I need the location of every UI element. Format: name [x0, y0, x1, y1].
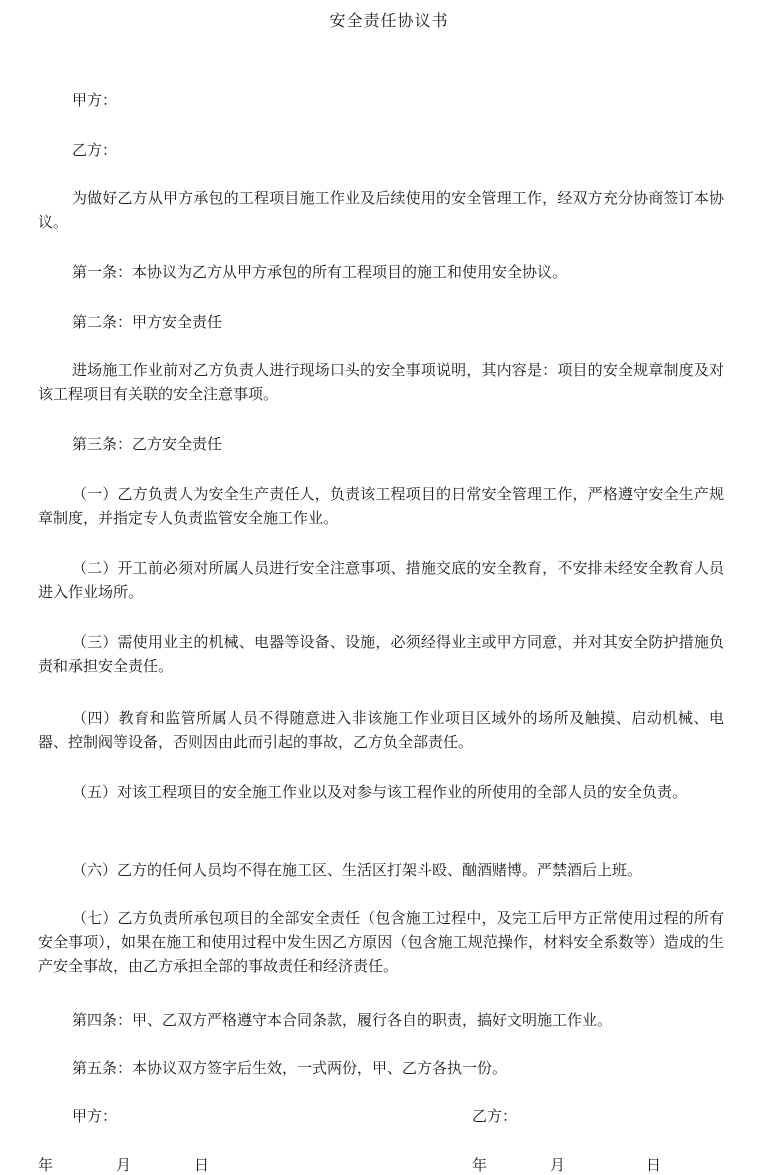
date-year-a: 年 — [38, 1156, 54, 1174]
date-day-b: 日 — [646, 1156, 662, 1174]
article-3-item-2: （二）开工前必须对所属人员进行安全注意事项、措施交底的安全教育，不安排未经安全教育人员进入作业场所。 — [38, 559, 724, 601]
article-3-item-1: （一）乙方负责人为安全生产责任人，负责该工程项目的日常安全管理工作，严格遵守安全生产规章制度，并指定专人负责监管安全施工作业。 — [38, 485, 724, 527]
article-1: 第一条：本协议为乙方从甲方承包的所有工程项目的施工和使用安全协议。 — [72, 263, 568, 281]
article-4: 第四条：甲、乙双方严格遵守本合同条款，履行各自的职责，搞好文明施工作业。 — [72, 1011, 613, 1029]
party-a-line: 甲方： — [72, 91, 118, 109]
article-2-body: 进场施工作业前对乙方负责人进行现场口头的安全事项说明，其内容是：项目的安全规章制度及对该工程项目有关联的安全注意事项。 — [38, 361, 724, 403]
document-title: 安全责任协议书 — [329, 11, 449, 30]
date-day-a: 日 — [194, 1156, 210, 1174]
date-month-b: 月 — [550, 1156, 566, 1174]
article-3-item-5: （五）对该工程项目的安全施工作业以及对参与该工程作业的所使用的全部人员的安全负责。 — [72, 783, 688, 801]
article-3-item-4: （四）教育和监管所属人员不得随意进入非该施工作业项目区域外的场所及触摸、启动机械、电器、控制阀等设备，否则因由此而引起的事故，乙方负全部责任。 — [38, 709, 724, 751]
article-2-heading: 第二条：甲方安全责任 — [72, 313, 223, 331]
date-month-a: 月 — [116, 1156, 132, 1174]
intro-paragraph: 为做好乙方从甲方承包的工程项目施工作业及后续使用的安全管理工作，经双方充分协商签订本协议。 — [38, 189, 724, 231]
date-year-b: 年 — [472, 1156, 488, 1174]
signature-party-b-label: 乙方： — [472, 1107, 518, 1125]
party-b-line: 乙方： — [72, 141, 118, 159]
article-3-item-7: （七）乙方负责所承包项目的全部安全责任（包含施工过程中，及完工后甲方正常使用过程的所有安全事项），如果在施工和使用过程中发生因乙方原因（包含施工规范操作，材料安全系数等）造成的生产安全事故，由乙方承担全部的事故责任和经济责任。 — [38, 909, 724, 975]
article-3-heading: 第三条：乙方安全责任 — [72, 435, 223, 453]
signature-party-a-label: 甲方： — [72, 1107, 118, 1125]
article-3-item-3: （三）需使用业主的机械、电器等设备、设施，必须经得业主或甲方同意，并对其安全防护措施负责和承担安全责任。 — [38, 633, 724, 675]
article-5: 第五条：本协议双方签字后生效，一式两份，甲、乙方各执一份。 — [72, 1059, 508, 1077]
article-3-item-6: （六）乙方的任何人员均不得在施工区、生活区打架斗殴、酗酒赌博。严禁酒后上班。 — [72, 861, 643, 879]
